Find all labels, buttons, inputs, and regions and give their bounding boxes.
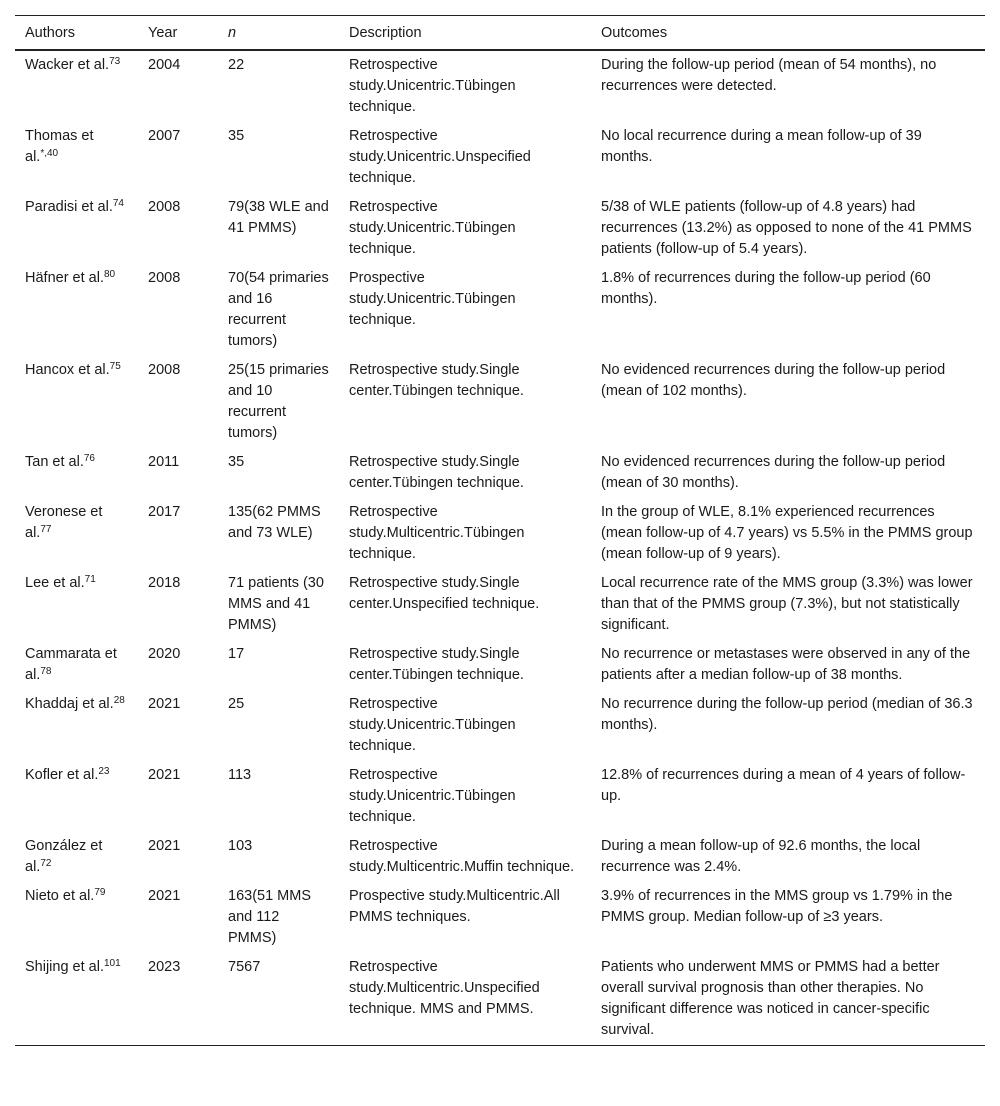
author-name: Shijing et al. — [25, 959, 104, 975]
n-cell: 35 — [228, 128, 245, 144]
description-cell: Retrospective study.Single center.Tübingen technique. — [349, 362, 524, 399]
reference-number — [104, 269, 115, 280]
reference-number — [110, 361, 121, 372]
header-row — [15, 16, 985, 51]
table-row — [15, 498, 985, 569]
n-cell: 17 — [228, 646, 245, 662]
year-cell: 2008 — [148, 199, 181, 215]
description-cell: Retrospective study.Unicentric.Tübingen technique. — [349, 57, 516, 115]
table-row — [15, 882, 985, 953]
author-name: Hancox et al. — [25, 362, 110, 378]
table-row — [15, 356, 985, 448]
reference-index: 72 — [40, 858, 52, 869]
table-row — [15, 50, 985, 122]
reference-number — [85, 574, 96, 585]
outcome-cell: 1.8% of recurrences during the follow-up period (60 months). — [601, 270, 931, 307]
table-row — [15, 122, 985, 193]
n-cell: 35 — [228, 454, 245, 470]
year-cell: 2017 — [148, 504, 181, 520]
reference-number — [114, 695, 125, 706]
reference-index: 73 — [109, 56, 121, 67]
table-row — [15, 448, 985, 498]
description-cell: Retrospective study.Unicentric.Tübingen technique. — [349, 199, 516, 257]
reference-number — [40, 666, 51, 677]
year-cell: 2021 — [148, 888, 181, 904]
outcome-cell: During a mean follow-up of 92.6 months, the local recurrence was 2.4%. — [601, 838, 921, 875]
table-row — [15, 690, 985, 761]
author-cell — [15, 448, 138, 498]
n-cell: 22 — [228, 57, 245, 73]
table-row — [15, 953, 985, 1046]
reference-index: 80 — [104, 269, 116, 280]
table-row — [15, 193, 985, 264]
reference-index: 71 — [84, 574, 96, 585]
description-cell: Retrospective study.Multicentric.Muffin technique. — [349, 838, 575, 875]
author-cell — [15, 953, 138, 1046]
outcome-cell: Local recurrence rate of the MMS group (3.3%) was lower than that of the PMMS group (7.3%), but not statistically significant. — [601, 575, 973, 633]
outcome-cell: 3.9% of recurrences in the MMS group vs 1.79% in the PMMS group. Median follow-up of ≥3 years. — [601, 888, 953, 925]
outcome-cell: No evidenced recurrences during the follow-up period (mean of 30 months). — [601, 454, 946, 491]
author-name: Lee et al. — [25, 575, 85, 591]
author-cell — [15, 356, 138, 448]
year-cell: 2021 — [148, 838, 181, 854]
reference-number — [84, 453, 95, 464]
header-outcomes: Outcomes — [591, 16, 985, 51]
description-cell: Retrospective study.Unicentric.Tübingen technique. — [349, 767, 516, 825]
reference-number — [113, 198, 124, 209]
outcome-cell: 5/38 of WLE patients (follow-up of 4.8 years) had recurrences (13.2%) as opposed to none of the 41 PMMS patients (follow-up of 5.4 years). — [601, 199, 972, 257]
reference-index: 75 — [109, 361, 121, 372]
n-cell: 135(62 PMMS and 73 WLE) — [228, 504, 321, 541]
description-cell: Retrospective study.Unicentric.Unspecified technique. — [349, 128, 531, 186]
outcome-cell: 12.8% of recurrences during a mean of 4 years of follow-up. — [601, 767, 966, 804]
year-cell: 2007 — [148, 128, 181, 144]
author-cell — [15, 50, 138, 122]
n-cell: 79(38 WLE and 41 PMMS) — [228, 199, 329, 236]
author-cell — [15, 832, 138, 882]
header-description: Description — [339, 16, 591, 51]
outcome-cell: No evidenced recurrences during the follow-up period (mean of 102 months). — [601, 362, 946, 399]
header-authors: Authors — [15, 16, 138, 51]
n-cell: 113 — [228, 767, 252, 783]
outcome-cell: No local recurrence during a mean follow-up of 39 months. — [601, 128, 922, 165]
reference-number — [94, 887, 105, 898]
author-name: Veronese et al. — [25, 504, 103, 541]
studies-table-container — [15, 15, 985, 1046]
author-name: Paradisi et al. — [25, 199, 113, 215]
reference-number — [104, 958, 121, 969]
year-cell: 2008 — [148, 270, 181, 286]
description-cell: Retrospective study.Single center.Tübingen technique. — [349, 646, 524, 683]
author-cell — [15, 690, 138, 761]
reference-index: 74 — [112, 198, 124, 209]
author-name: Tan et al. — [25, 454, 84, 470]
reference-index: 77 — [40, 524, 52, 535]
year-cell: 2008 — [148, 362, 181, 378]
author-name: González et al. — [25, 838, 103, 875]
author-name: Khaddaj et al. — [25, 696, 114, 712]
outcome-cell: No recurrence during the follow-up period (median of 36.3 months). — [601, 696, 973, 733]
author-name: Cammarata et al. — [25, 646, 117, 683]
description-cell: Retrospective study.Unicentric.Tübingen technique. — [349, 696, 516, 754]
table-row — [15, 569, 985, 640]
year-cell: 2004 — [148, 57, 181, 73]
studies-table — [15, 15, 985, 1046]
table-row — [15, 761, 985, 832]
n-cell: 163(51 MMS and 112 PMMS) — [228, 888, 312, 946]
year-cell: 2018 — [148, 575, 181, 591]
reference-index: 101 — [104, 958, 121, 969]
outcome-cell: During the follow-up period (mean of 54 months), no recurrences were detected. — [601, 57, 937, 94]
author-cell — [15, 569, 138, 640]
author-cell — [15, 264, 138, 356]
author-cell — [15, 498, 138, 569]
year-cell: 2021 — [148, 767, 181, 783]
description-cell: Retrospective study.Multicentric.Tübingen technique. — [349, 504, 525, 562]
author-cell — [15, 122, 138, 193]
author-name: Häfner et al. — [25, 270, 104, 286]
author-name: Thomas et al. — [25, 128, 94, 165]
table-body — [15, 50, 985, 1046]
author-name: Nieto et al. — [25, 888, 95, 904]
footnote-mark: *, — [40, 148, 47, 159]
description-cell: Retrospective study.Multicentric.Unspecified technique. MMS and PMMS. — [339, 953, 591, 1046]
reference-index: 40 — [47, 148, 59, 159]
header-n: n — [218, 16, 339, 51]
year-cell: 2020 — [148, 646, 181, 662]
author-cell — [15, 193, 138, 264]
year-cell: 2011 — [148, 454, 180, 470]
outcome-cell: In the group of WLE, 8.1% experienced recurrences (mean follow-up of 4.7 years) vs 5.5% in the PMMS group (mean follow-up of 9 years). — [601, 504, 973, 562]
author-name: Kofler et al. — [25, 767, 99, 783]
outcome-cell: No recurrence or metastases were observed in any of the patients after a median follow-up of 38 months. — [601, 646, 971, 683]
reference-index: 78 — [40, 666, 52, 677]
n-cell: 103 — [228, 838, 253, 854]
description-cell: Prospective study.Multicentric.All PMMS techniques. — [349, 888, 560, 925]
description-cell: Prospective study.Unicentric.Tübingen technique. — [349, 270, 516, 328]
table-row — [15, 640, 985, 690]
n-cell: 70(54 primaries and 16 recurrent tumors) — [228, 270, 329, 349]
reference-index: 28 — [113, 695, 125, 706]
outcome-cell: Patients who underwent MMS or PMMS had a better overall survival prognosis than other therapies. No significant difference was noticed in cancer-specific survival. — [591, 953, 985, 1046]
description-cell: Retrospective study.Single center.Tübingen technique. — [349, 454, 524, 491]
description-cell: Retrospective study.Single center.Unspecified technique. — [349, 575, 540, 612]
n-cell: 71 patients (30 MMS and 41 PMMS) — [228, 575, 324, 633]
reference-number — [109, 56, 120, 67]
reference-number — [98, 766, 109, 777]
header-year: Year — [138, 16, 218, 51]
author-cell — [15, 761, 138, 832]
n-cell: 25 — [228, 696, 245, 712]
reference-index: 79 — [94, 887, 106, 898]
author-name: Wacker et al. — [25, 57, 110, 73]
author-cell — [15, 882, 138, 953]
year-cell: 2023 — [138, 953, 218, 1046]
reference-index: 76 — [83, 453, 95, 464]
table-row — [15, 832, 985, 882]
reference-number — [40, 858, 51, 869]
author-cell — [15, 640, 138, 690]
year-cell: 2021 — [148, 696, 181, 712]
reference-number — [40, 524, 51, 535]
reference-index: 23 — [98, 766, 110, 777]
n-cell: 7567 — [218, 953, 339, 1046]
n-cell: 25(15 primaries and 10 recurrent tumors) — [228, 362, 329, 441]
table-row — [15, 264, 985, 356]
reference-number — [40, 148, 58, 159]
